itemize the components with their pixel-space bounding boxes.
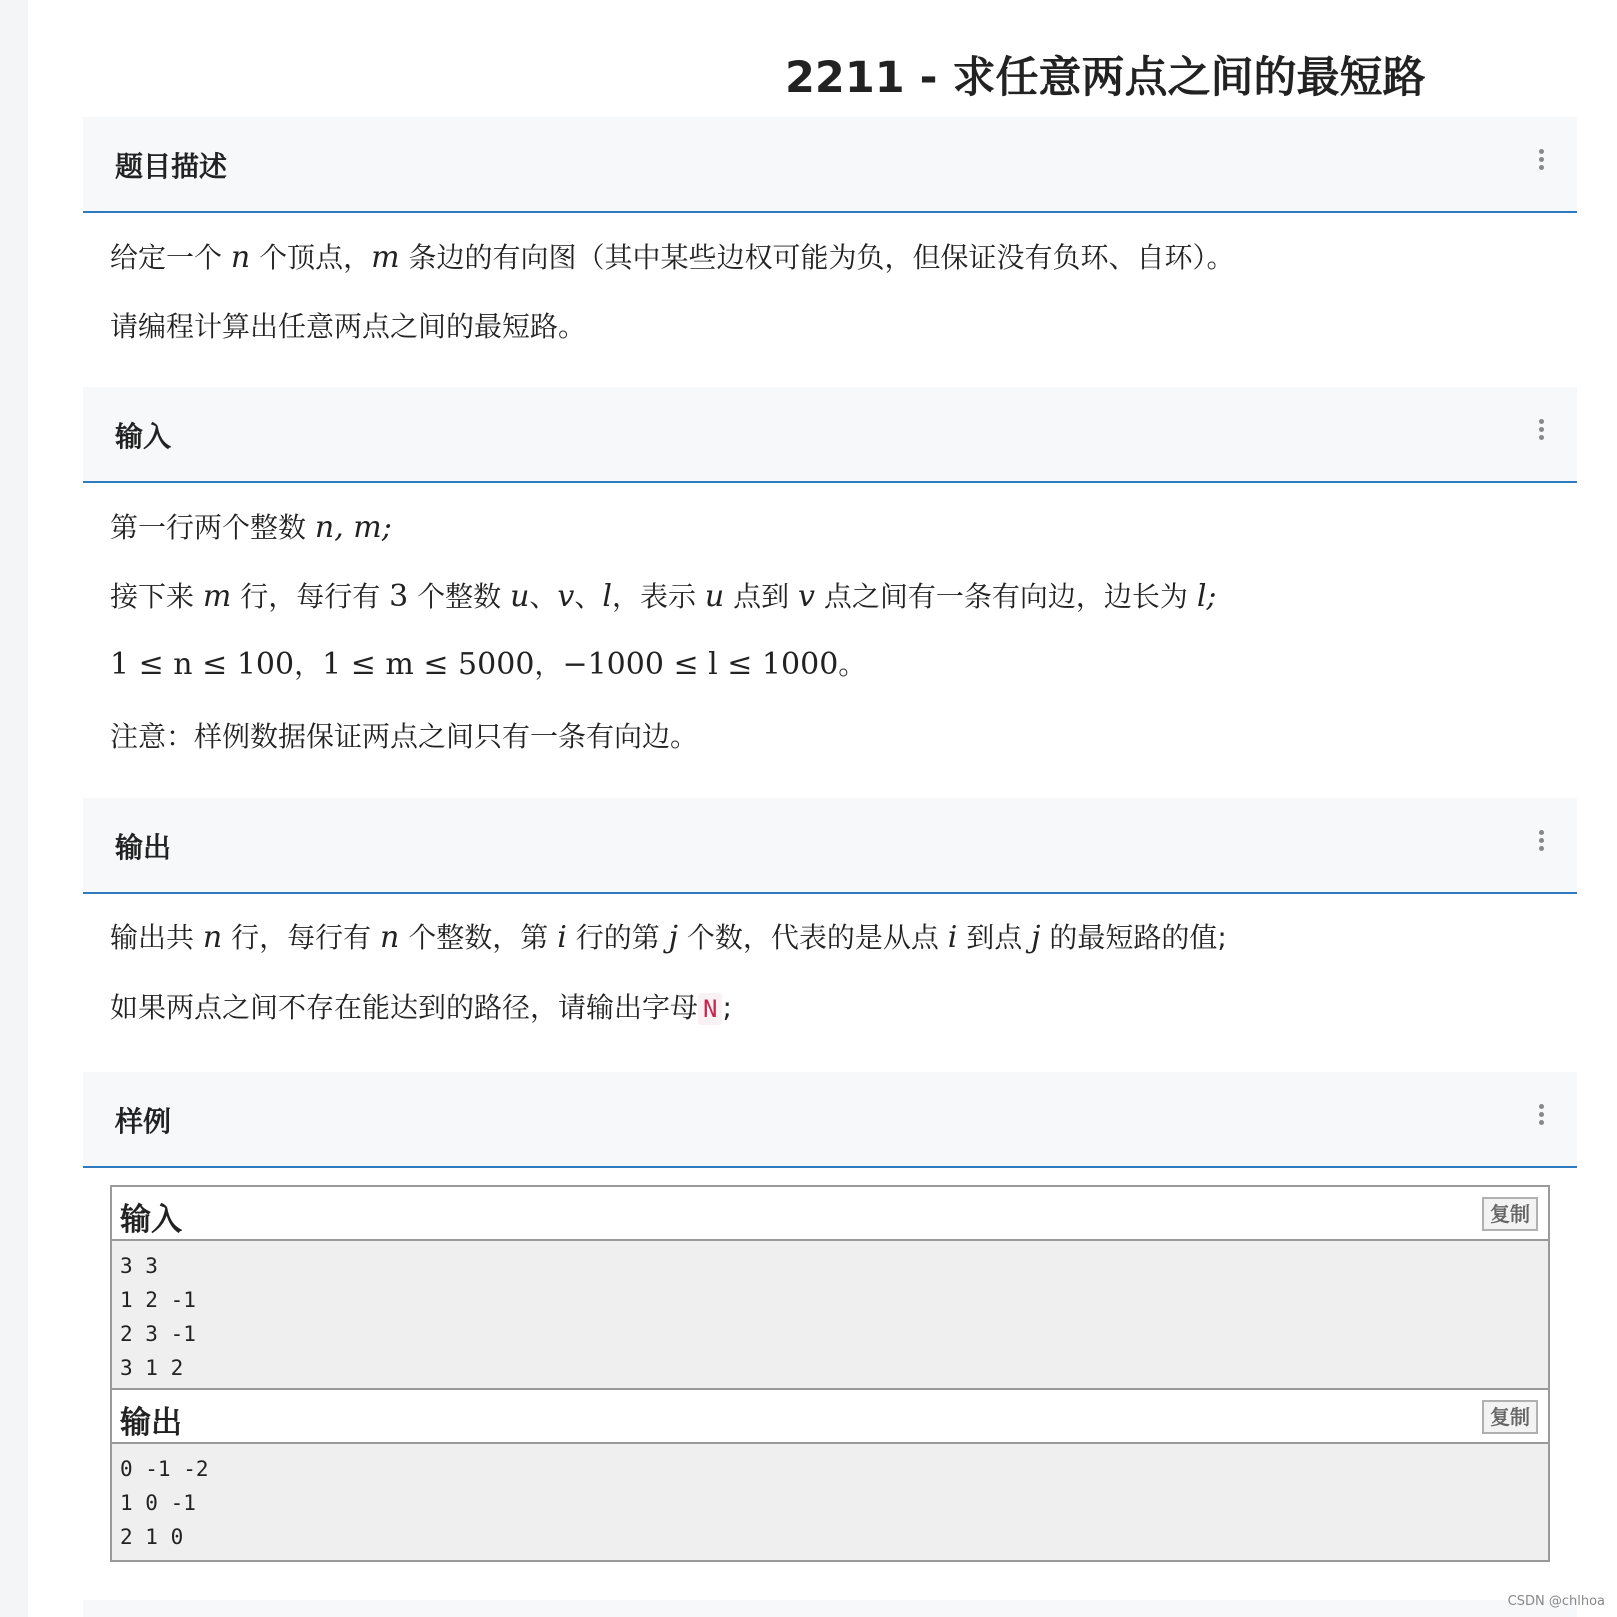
sample-output-header <box>112 1390 1548 1444</box>
section-title: 输出 <box>115 831 172 864</box>
more-options-icon[interactable] <box>1537 149 1545 171</box>
sample-output-title: 输出 <box>120 1405 182 1441</box>
input-line-2: 接下来 m 行，每行有 3 个整数 u、v、l，表示 u 点到 v 点之间有一条有向边，边长为 l; <box>110 579 1217 614</box>
code-line: 2 3 -1 <box>120 1322 196 1346</box>
more-options-icon[interactable] <box>1537 419 1545 441</box>
next-section-header <box>83 1600 1577 1617</box>
more-options-icon[interactable] <box>1537 830 1545 852</box>
page-title: 2211 - 求任意两点之间的最短路 <box>785 53 1426 103</box>
sample-input-box <box>110 1185 1550 1393</box>
sample-input-code <box>112 1241 1548 1391</box>
code-line: 2 1 0 <box>120 1525 184 1549</box>
sample-input-title: 输入 <box>120 1202 182 1238</box>
section-title: 样例 <box>115 1105 172 1138</box>
code-line: 1 2 -1 <box>120 1288 196 1312</box>
watermark: CSDN @chlhoa <box>1507 1594 1605 1609</box>
output-line-2: 如果两点之间不存在能达到的路径，请输出字母 N ; <box>110 991 732 1024</box>
output-line-1: 输出共 n 行，每行有 n 个整数，第 i 行的第 j 个数，代表的是从点 i 到点 j 的最短路的值; <box>110 920 1227 955</box>
code-line: 3 1 2 <box>120 1356 184 1380</box>
section-header-input <box>83 387 1577 483</box>
inline-code: N <box>698 993 722 1025</box>
description-line-1: 给定一个 n 个顶点，m 条边的有向图（其中某些边权可能为负，但保证没有负环、自环）。 <box>110 240 1235 275</box>
input-line-1: 第一行两个整数 n, m; <box>110 510 392 545</box>
code-line: 1 0 -1 <box>120 1491 196 1515</box>
section-header-output <box>83 798 1577 894</box>
section-title: 输入 <box>115 420 172 453</box>
sample-input-header <box>112 1187 1548 1241</box>
more-options-icon[interactable] <box>1537 1104 1545 1126</box>
code-line: 3 3 <box>120 1254 158 1278</box>
sample-output-box <box>110 1388 1550 1562</box>
input-note: 注意：样例数据保证两点之间只有一条有向边。 <box>110 720 699 753</box>
input-constraints: 1 ≤ n ≤ 100，1 ≤ m ≤ 5000，−1000 ≤ l ≤ 1000。 <box>110 647 867 682</box>
sample-output-code <box>112 1444 1548 1560</box>
left-rail <box>0 0 28 1617</box>
description-line-2: 请编程计算出任意两点之间的最短路。 <box>110 310 587 343</box>
code-line: 0 -1 -2 <box>120 1457 209 1481</box>
section-title: 题目描述 <box>115 150 228 183</box>
section-header-description <box>83 117 1577 213</box>
copy-button[interactable]: 复制 <box>1482 1197 1538 1231</box>
section-header-sample <box>83 1072 1577 1168</box>
copy-button[interactable]: 复制 <box>1482 1400 1538 1434</box>
